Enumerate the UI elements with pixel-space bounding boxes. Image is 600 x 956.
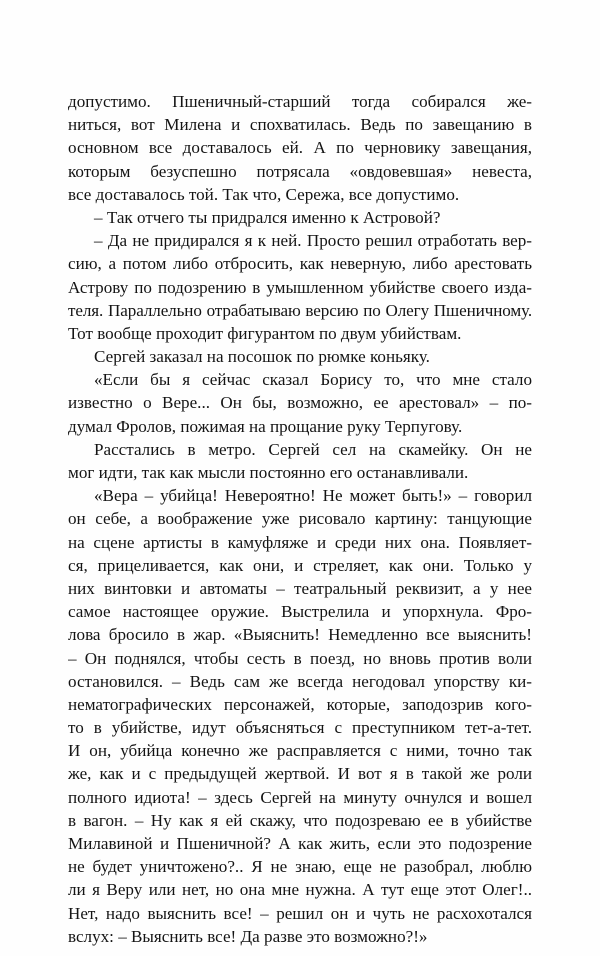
text-line: Тот вообще проходит фигурантом по двум убийствам. xyxy=(68,323,462,343)
text-line: в вагон. – Ну как я ей скажу, что подозреваю ее в убийстве xyxy=(68,810,532,830)
text-line: «Если бы я сейчас сказал Борису то, что мне стало xyxy=(94,370,532,390)
text-line: Милавиной и Пшеничной? А как жить, если это подозрение xyxy=(68,834,532,853)
text-line: нематографических персонажей, которые, заподозрив кого- xyxy=(68,694,532,714)
text-line: Расстались в метро. Сергей сел на скамейку. Он не xyxy=(94,439,532,459)
text-line: полного идиота! – здесь Сергей на минуту очнулся и вошел xyxy=(68,787,532,807)
page-text xyxy=(68,90,532,948)
text-line: которым безуспешно потрясала «овдовевшая» невеста, xyxy=(68,161,532,181)
text-line: ниться, вот Милена и спохватилась. Ведь по завещанию в xyxy=(68,115,532,135)
text-line: теля. Параллельно отрабатываю версию по Олегу Пшеничному. xyxy=(68,300,532,320)
text-line: – Так отчего ты придрался именно к Астровой? xyxy=(94,207,441,227)
text-line: – Да не придирался я к ней. Просто решил отработать вер- xyxy=(94,231,532,251)
text-line: лова бросило в жар. «Выяснить! Немедленно все выяснить! xyxy=(68,625,532,645)
text-line: «Вера – убийца! Невероятно! Не может быть!» – говорил xyxy=(94,486,532,506)
text-line: же, как и с предыдущей жертвой. И вот я в такой же роли xyxy=(68,764,532,784)
text-line: не будет уничтожено?.. Я не знаю, еще не разобрал, люблю xyxy=(68,857,532,877)
text-line: Астрову по подозрению в умышленном убийстве своего изда- xyxy=(68,277,532,297)
text-line: сию, а потом либо отбросить, как неверную, либо арестовать xyxy=(68,254,532,274)
text-line: остановился. – Ведь сам же всегда негодовал упорству ки- xyxy=(68,671,532,691)
text-line: все доставалось той. Так что, Сережа, все допустимо. xyxy=(68,184,460,204)
text-line: ли я Веру или нет, но она мне нужна. А тут еще этот Олег!.. xyxy=(68,880,532,900)
text-line: ся, прицеливается, как они, и стреляет, как они. Только у xyxy=(68,555,532,575)
text-line: основном все доставалось ей. А по черновику завещания, xyxy=(68,138,532,158)
text-line: на сцене артисты в камуфляже и среди них она. Появляет- xyxy=(68,532,532,552)
text-line: Сергей заказал на посошок по рюмке коньяку. xyxy=(94,347,430,367)
text-line: Нет, надо выяснить все! – решил он и чуть не расхохотался xyxy=(68,903,532,923)
text-line: он себе, а воображение уже рисовало картину: танцующие xyxy=(68,509,532,529)
text-line: И он, убийца конечно же расправляется с ними, точно так xyxy=(68,741,532,761)
text-line: то в убийстве, идут объясняться с преступником тет-а-тет. xyxy=(68,718,532,738)
text-line: мог идти, так как мысли постоянно его останавливали. xyxy=(68,463,469,482)
text-line: – Он поднялся, чтобы сесть в поезд, но вновь против воли xyxy=(68,648,532,668)
text-line: них винтовки и автоматы – театральный реквизит, а у нее xyxy=(68,578,532,598)
text-line: известно о Вере... Он бы, возможно, ее арестовал» – по- xyxy=(68,393,532,413)
text-line: вслух: – Выяснить все! Да разве это возможно?!» xyxy=(68,926,428,946)
text-line: самое настоящее оружие. Выстрелила и упорхнула. Фро- xyxy=(68,602,532,622)
text-line: думал Фролов, пожимая на прощание руку Терпугову. xyxy=(68,416,463,436)
text-line: допустимо. Пшеничный-старший тогда собирался же- xyxy=(68,92,532,111)
